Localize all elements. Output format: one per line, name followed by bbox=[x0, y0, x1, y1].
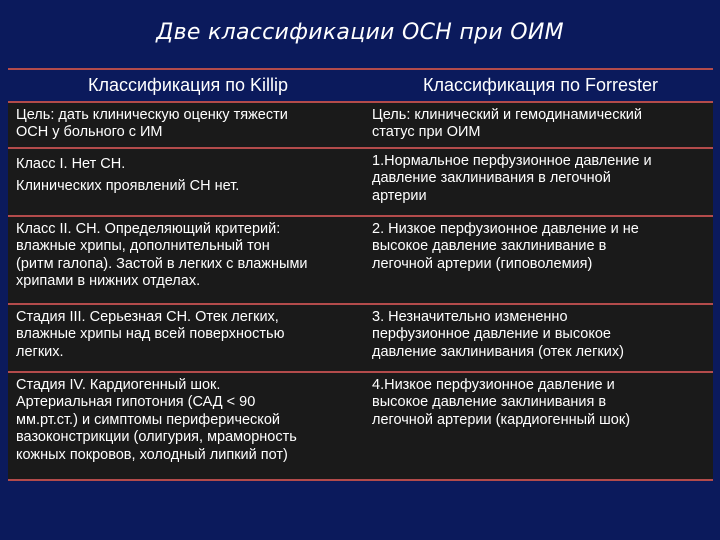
table-row bbox=[8, 149, 713, 217]
column-header-forrester: Классификация по Forrester bbox=[422, 75, 659, 95]
column-header-killip: Классификация по Killip bbox=[87, 75, 289, 95]
table-row bbox=[8, 103, 713, 149]
killip-cell: Стадия III. Серьезная СН. Отек легких, влажные хрипы над всей поверхностью легких. bbox=[16, 308, 285, 360]
killip-cell: Класс II. СН. Определяющий критерий: влажные хрипы, дополнительный тон (ритм галопа). Застой в легких с влажными хрипами в нижних отделах. bbox=[16, 220, 308, 290]
table-row bbox=[8, 373, 713, 481]
killip-cell: Стадия IV. Кардиогенный шок. Артериальная гипотония (САД < 90 мм.рт.ст.) и симптомы периферической вазоконстрикции (олигурия, мраморность кожных покровов, холодный липкий пот) bbox=[16, 376, 297, 463]
forrester-cell: 2. Низкое перфузионное давление и не высокое давление заклинивание в легочной артерии (гиповолемия) bbox=[372, 220, 639, 272]
forrester-cell: Цель: клинический и гемодинамический статус при ОИМ bbox=[372, 106, 642, 141]
forrester-cell: 3. Незначительно измененно перфузионное давление и высокое давление заклинивания (отек легких) bbox=[372, 308, 624, 360]
forrester-cell: 1.Нормальное перфузионное давление и давление заклинивания в легочной артерии bbox=[372, 152, 652, 204]
table-row bbox=[8, 305, 713, 373]
table-header-row bbox=[8, 68, 713, 103]
table-row bbox=[8, 217, 713, 305]
classification-table bbox=[8, 68, 713, 481]
slide-title: Две классификации ОСН при ОИМ bbox=[156, 20, 564, 45]
killip-cell: Класс I. Нет СН. Клинических проявлений СН нет. bbox=[16, 155, 240, 194]
killip-cell: Цель: дать клиническую оценку тяжести ОСН у больного с ИМ bbox=[16, 106, 288, 141]
forrester-cell: 4.Низкое перфузионное давление и высокое давление заклинивания в легочной артерии (кардиогенный шок) bbox=[372, 376, 631, 428]
